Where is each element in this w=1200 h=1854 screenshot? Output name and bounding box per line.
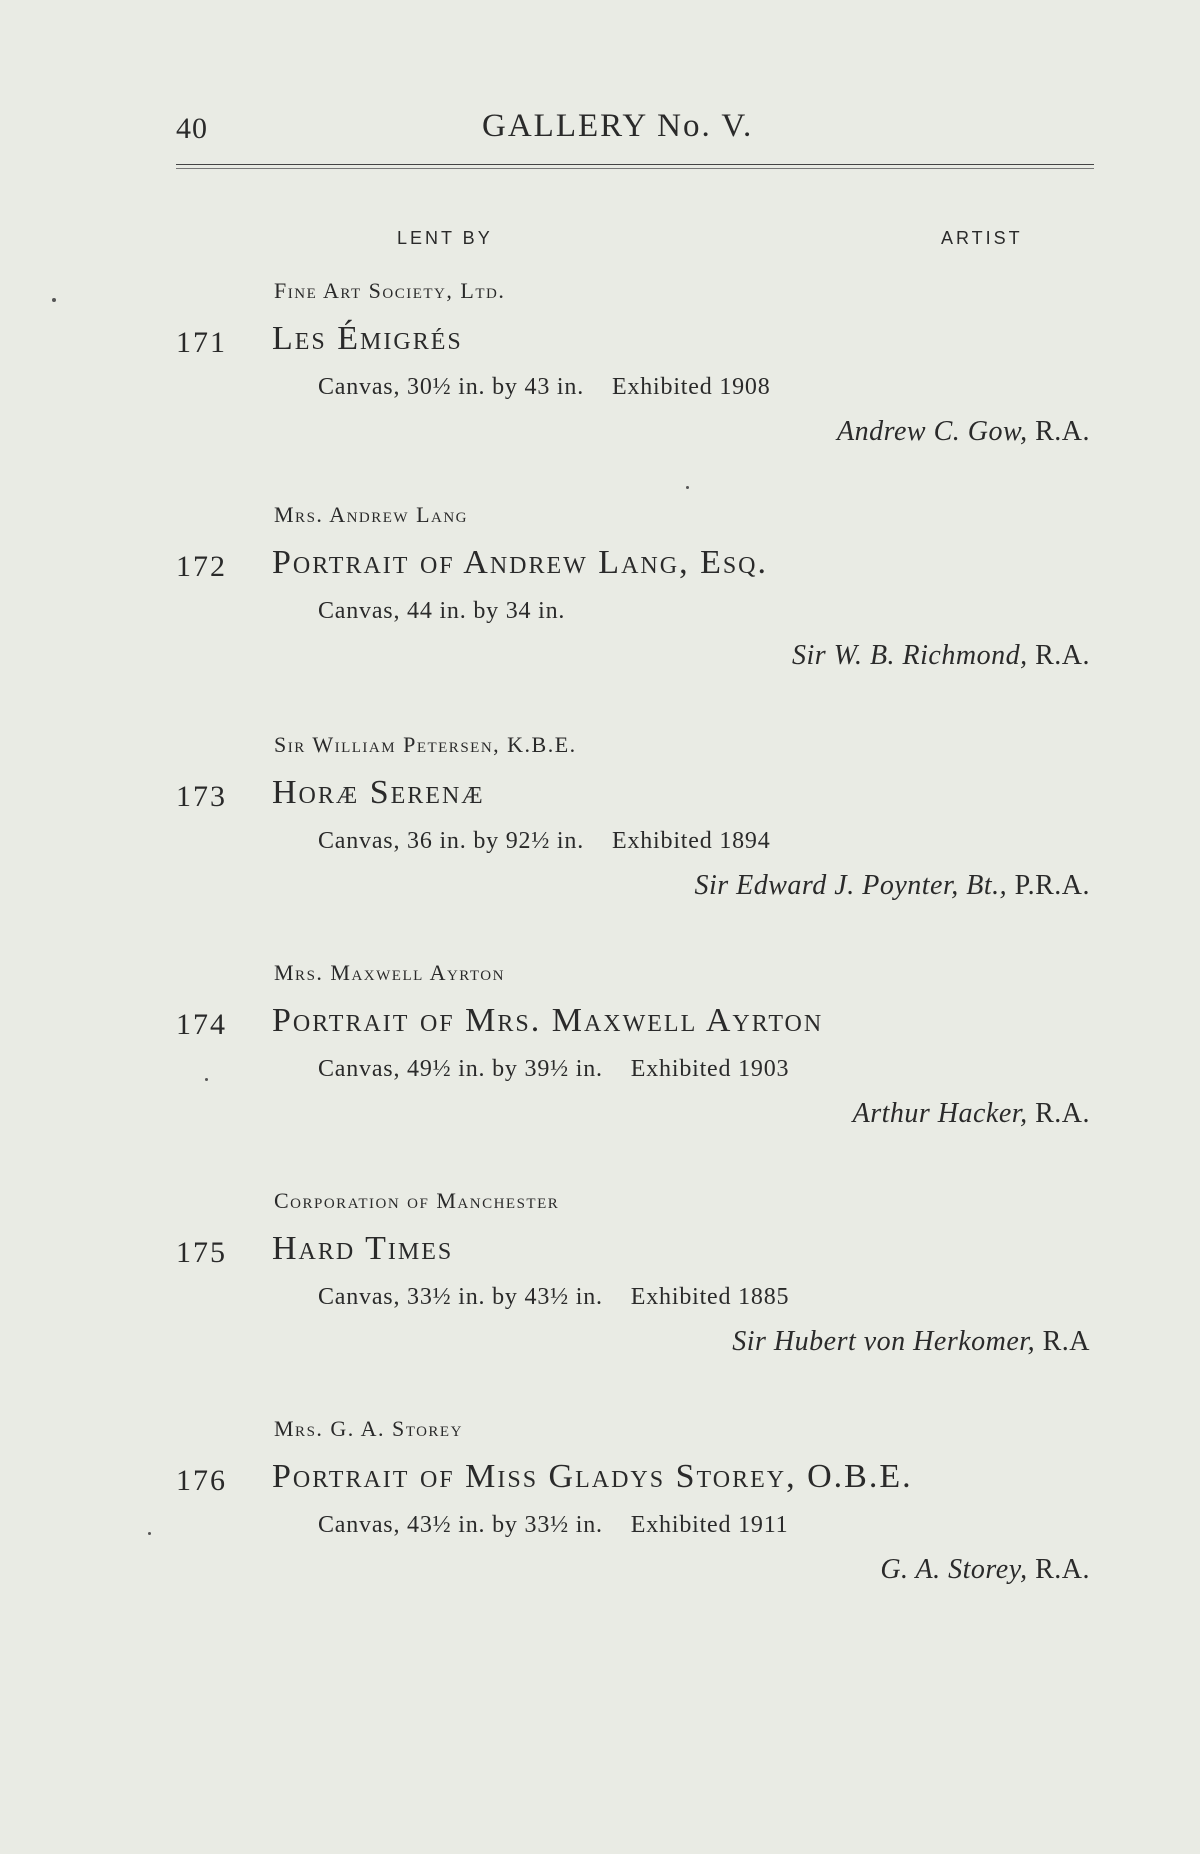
artwork-exhibited: Exhibited 1903	[630, 1056, 790, 1082]
artwork-title: Portrait of Andrew Lang, Esq.	[272, 544, 769, 581]
artist-name: Sir W. B. Richmond,	[792, 640, 1028, 671]
artist-credit	[732, 1326, 1090, 1358]
paper-speck	[52, 298, 56, 302]
artwork-title: Portrait of Miss Gladys Storey, O.B.E.	[272, 1458, 913, 1495]
catalogue-entry	[0, 502, 1200, 702]
artist-credit	[792, 640, 1090, 672]
artist-name: Andrew C. Gow,	[837, 416, 1028, 447]
artwork-medium: Canvas, 36 in. by 92½ in.	[318, 828, 584, 854]
entry-number: 175	[176, 1236, 227, 1269]
paper-speck	[148, 1532, 151, 1535]
artist-name: G. A. Storey,	[880, 1554, 1028, 1585]
artwork-details	[318, 1284, 789, 1311]
artist-rank: R.A	[1035, 1326, 1090, 1357]
artwork-medium: Canvas, 30½ in. by 43 in.	[318, 374, 584, 400]
lender-name: Mrs. Andrew Lang	[274, 502, 469, 527]
header-rule-second	[176, 168, 1094, 169]
lender-name: Mrs. G. A. Storey	[274, 1416, 463, 1441]
page-number: 40	[176, 112, 208, 145]
catalogue-entry	[0, 278, 1200, 478]
artwork-title: Les Émigrés	[272, 320, 463, 357]
artist-name: Sir Edward J. Poynter, Bt.,	[694, 870, 1008, 901]
artwork-details	[318, 598, 593, 625]
artist-credit	[694, 870, 1090, 902]
entry-number: 172	[176, 550, 227, 583]
paper-speck	[205, 1078, 208, 1081]
artwork-details	[318, 828, 771, 855]
artwork-exhibited: Exhibited 1908	[612, 374, 771, 400]
artist-rank: R.A.	[1027, 640, 1090, 671]
artist-credit	[853, 1098, 1090, 1130]
artist-rank: R.A.	[1027, 416, 1090, 447]
artist-name: Sir Hubert von Herkomer,	[732, 1326, 1036, 1357]
lender-name: Corporation of Manchester	[274, 1188, 560, 1213]
artist-credit	[880, 1554, 1090, 1586]
entry-number: 176	[176, 1464, 227, 1497]
artwork-title: Portrait of Mrs. Maxwell Ayrton	[272, 1002, 824, 1039]
header-rule	[176, 164, 1094, 165]
artist-rank: R.A.	[1027, 1554, 1090, 1585]
catalogue-entry	[0, 960, 1200, 1160]
catalogue-entry	[0, 1416, 1200, 1616]
artwork-medium: Canvas, 44 in. by 34 in.	[318, 598, 566, 624]
entry-number: 174	[176, 1008, 227, 1041]
paper-speck	[686, 486, 689, 489]
lender-name: Sir William Petersen, K.B.E.	[274, 732, 577, 757]
entry-number: 171	[176, 326, 227, 359]
artwork-medium: Canvas, 43½ in. by 33½ in.	[318, 1512, 603, 1538]
artwork-medium: Canvas, 49½ in. by 39½ in.	[318, 1056, 603, 1082]
artwork-details	[318, 374, 771, 401]
running-head: GALLERY No. V.	[482, 108, 754, 144]
artwork-details	[318, 1512, 788, 1539]
entry-number: 173	[176, 780, 227, 813]
artwork-exhibited: Exhibited 1885	[630, 1284, 790, 1310]
artwork-title: Horæ Serenæ	[272, 774, 485, 811]
column-heading-artist: ARTIST	[941, 228, 1023, 248]
artwork-details	[318, 1056, 789, 1083]
artwork-title: Hard Times	[272, 1230, 454, 1267]
artist-rank: P.R.A.	[1007, 870, 1090, 901]
column-heading-lent-by: LENT BY	[397, 228, 493, 248]
artwork-exhibited: Exhibited 1911	[630, 1512, 789, 1538]
catalogue-entry	[0, 1188, 1200, 1388]
artist-credit	[837, 416, 1090, 448]
catalogue-entry	[0, 732, 1200, 932]
artwork-exhibited: Exhibited 1894	[612, 828, 771, 854]
lender-name: Fine Art Society, Ltd.	[274, 278, 506, 303]
artist-name: Arthur Hacker,	[852, 1098, 1028, 1129]
artwork-medium: Canvas, 33½ in. by 43½ in.	[318, 1284, 603, 1310]
artist-rank: R.A.	[1027, 1098, 1090, 1129]
lender-name: Mrs. Maxwell Ayrton	[274, 960, 505, 985]
